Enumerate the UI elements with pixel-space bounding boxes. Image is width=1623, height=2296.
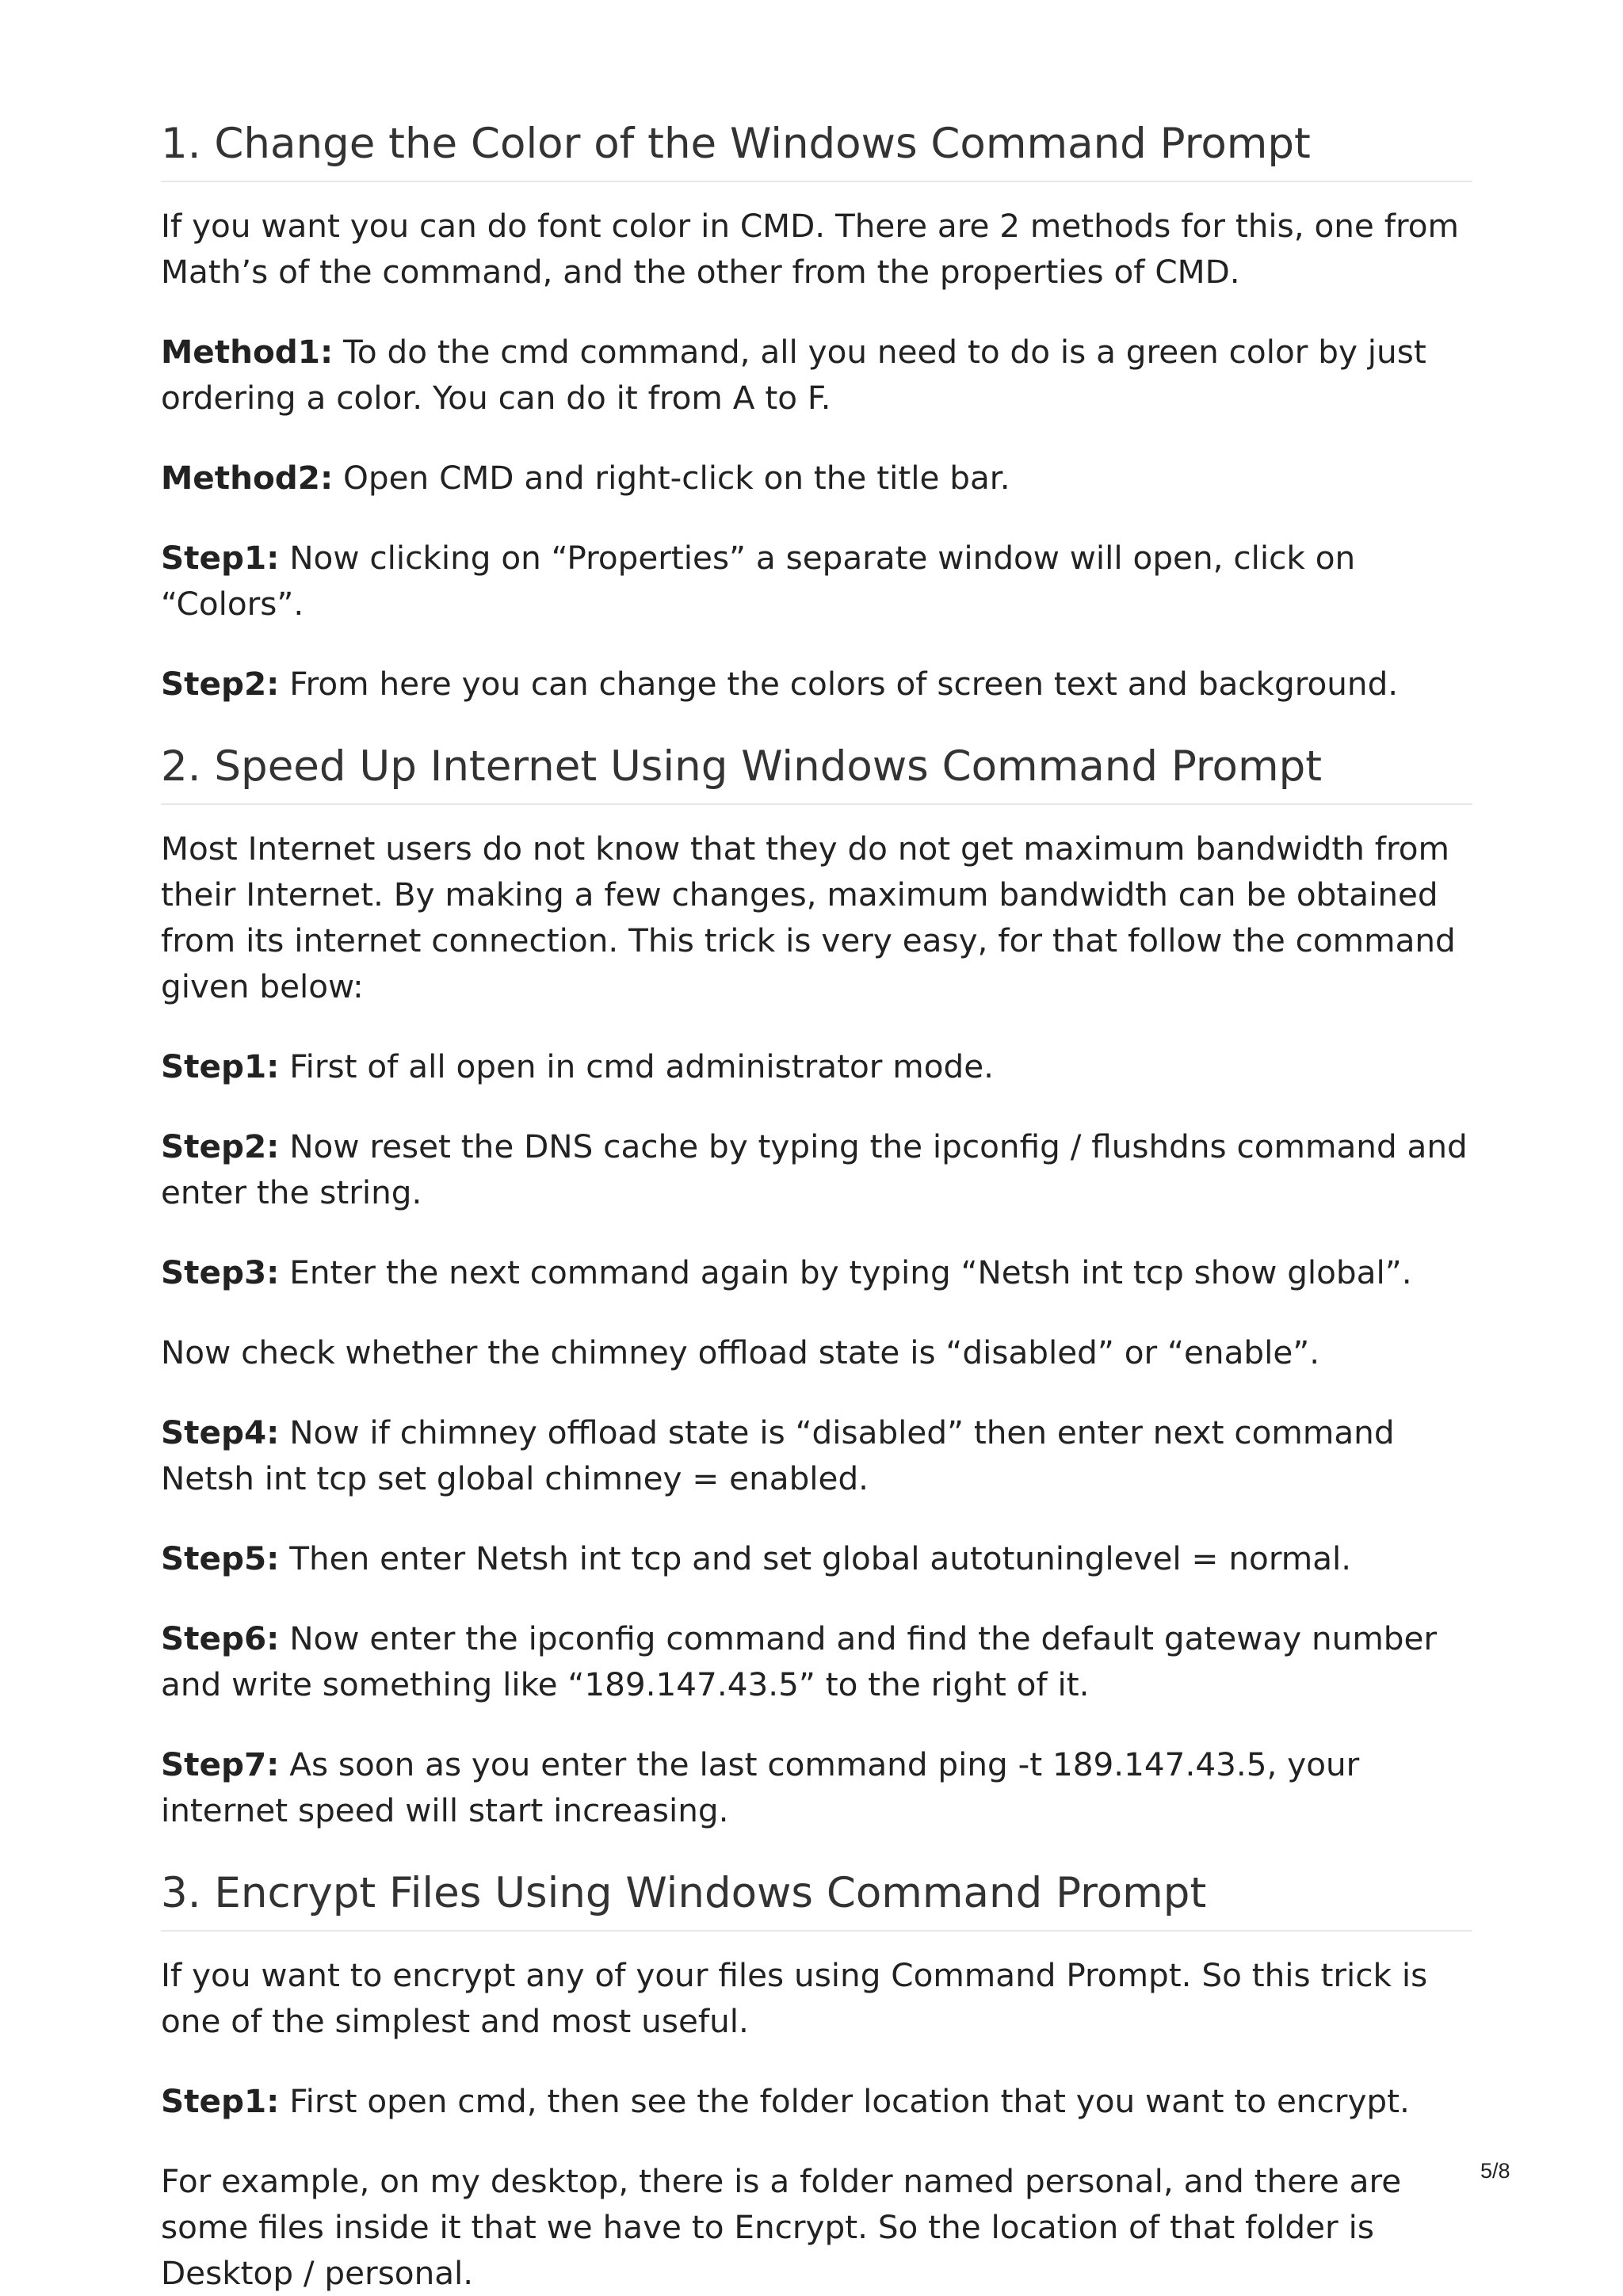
section-speed-up-internet	[161, 742, 1472, 1833]
paragraph	[161, 1741, 1472, 1833]
paragraph-text: First of all open in cmd administrator mode.	[279, 1047, 995, 1085]
paragraph	[161, 826, 1472, 1009]
paragraph	[161, 2078, 1472, 2124]
article-content	[161, 119, 1472, 2296]
paragraph-label: Step5:	[161, 1539, 280, 1577]
paragraph-text: If you want to encrypt any of your files using Command Prompt. So this trick is one of the simplest and most useful.	[161, 1956, 1428, 2040]
paragraph-text: As soon as you enter the last command ping -t 189.147.43.5, your internet speed will start increasing.	[161, 1745, 1360, 1829]
paragraph	[161, 661, 1472, 707]
paragraph-text: If you want you can do font color in CMD. There are 2 methods for this, one from Math’s of the command, and the other from the properties of CMD.	[161, 207, 1459, 291]
paragraph-text: Then enter Netsh int tcp and set global autotuninglevel = normal.	[279, 1539, 1352, 1577]
paragraph-label: Step1:	[161, 2082, 280, 2120]
paragraph-label: Step2:	[161, 665, 280, 703]
paragraph-label: Step7:	[161, 1745, 280, 1783]
paragraph	[161, 1123, 1472, 1215]
section-heading: 3. Encrypt Files Using Windows Command Prompt	[161, 1868, 1472, 1932]
paragraph-text: Most Internet users do not know that they do not get maximum bandwidth from their Internet. By making a few changes, maximum bandwidth can be obtained from its internet connection. This trick is very easy, for that follow the command given below:	[161, 830, 1456, 1005]
paragraph-label: Step2:	[161, 1127, 280, 1165]
paragraph	[161, 535, 1472, 627]
paragraph-text: For example, on my desktop, there is a folder named personal, and there are some files inside it that we have to Encrypt. So the location of that folder is Desktop / personal.	[161, 2162, 1402, 2292]
paragraph-label: Step1:	[161, 1047, 280, 1085]
paragraph-label: Step1:	[161, 539, 280, 577]
paragraph	[161, 455, 1472, 501]
paragraph-label: Step6:	[161, 1619, 280, 1657]
paragraph-text: Now if chimney offload state is “disabled” then enter next command Netsh int tcp set global chimney = enabled.	[161, 1413, 1395, 1497]
section-change-color	[161, 119, 1472, 707]
paragraph	[161, 203, 1472, 295]
paragraph	[161, 1535, 1472, 1581]
paragraph-text: From here you can change the colors of screen text and background.	[279, 665, 1399, 703]
paragraph-text: Now reset the DNS cache by typing the ipconfig / flushdns command and enter the string.	[161, 1127, 1468, 1211]
paragraph	[161, 1043, 1472, 1089]
page-number: 5/8	[1480, 2159, 1510, 2183]
paragraph-label: Method2:	[161, 459, 334, 497]
paragraph	[161, 1409, 1472, 1501]
section-heading: 2. Speed Up Internet Using Windows Command Prompt	[161, 742, 1472, 805]
paragraph-text: Now check whether the chimney offload state is “disabled” or “enable”.	[161, 1333, 1320, 1371]
paragraph	[161, 1249, 1472, 1295]
paragraph-label: Step4:	[161, 1413, 280, 1451]
paragraph-text: Enter the next command again by typing “Netsh int tcp show global”.	[279, 1253, 1412, 1291]
paragraph	[161, 1615, 1472, 1707]
section-heading: 1. Change the Color of the Windows Command Prompt	[161, 119, 1472, 182]
paragraph	[161, 1952, 1472, 2044]
paragraph-text: First open cmd, then see the folder location that you want to encrypt.	[279, 2082, 1410, 2120]
paragraph-text: To do the cmd command, all you need to do is a green color by just ordering a color. You can do it from A to F.	[161, 333, 1426, 417]
paragraph-label: Step3:	[161, 1253, 280, 1291]
paragraph	[161, 1329, 1472, 1375]
paragraph	[161, 2158, 1472, 2296]
paragraph-label: Method1:	[161, 333, 334, 371]
paragraph	[161, 329, 1472, 421]
paragraph-text: Open CMD and right-click on the title bar.	[333, 459, 1010, 497]
section-encrypt-files	[161, 1868, 1472, 2296]
paragraph-text: Now clicking on “Properties” a separate window will open, click on “Colors”.	[161, 539, 1356, 623]
paragraph-text: Now enter the ipconfig command and find the default gateway number and write something like “189.147.43.5” to the right of it.	[161, 1619, 1438, 1703]
